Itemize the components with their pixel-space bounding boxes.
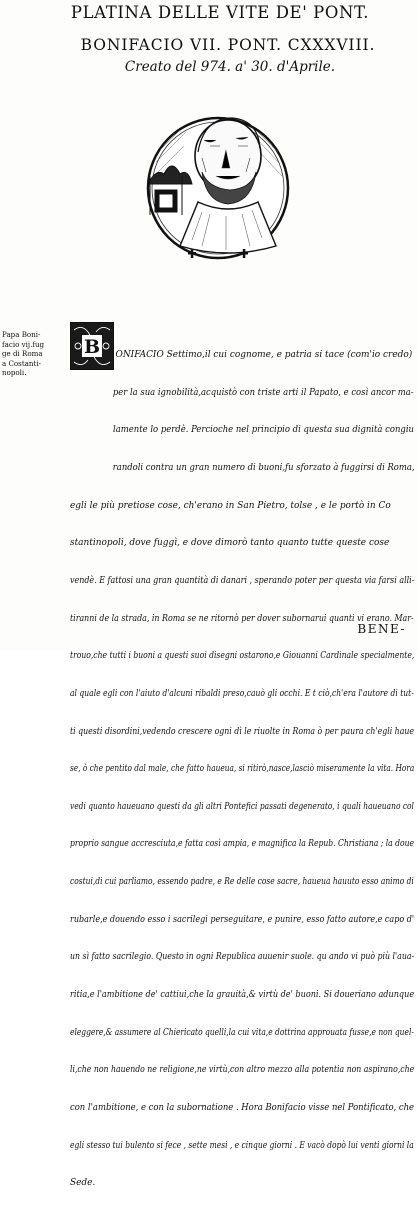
body-line: ritia,e l'ambitione de' cattiui,che la grauità,& virtù de' buoni. Si doueriano adunque [70, 989, 415, 1000]
body-line: vendè. E fattosi una gran quantità di danari , sperando poter per questa via farsi alli- [70, 575, 415, 586]
body-line: egli le più pretiose cose, ch'erano in San Pietro, tolse , e le portò in Co [70, 500, 391, 511]
initial-letter: B [83, 336, 101, 358]
pope-portrait-woodcut [140, 80, 290, 285]
margin-note-line: facio vij.fug [2, 339, 45, 349]
running-head: PLATINA DELLE VITE DE' PONT. [70, 3, 370, 22]
body-line: li,che non hauendo ne religione,ne virtù,con altro mezzo alla potentia non aspirano,che [70, 1065, 415, 1076]
catchword: BENE- [357, 622, 406, 636]
margin-note-line: a Costanti- [2, 358, 41, 368]
body-line: lamente lo perdè. Percioche nel principio di questa sua dignità congiu [113, 425, 415, 436]
body-line: rubarle,e douendo esso i sacrilegi perseguitare, e punire, esso fatto autore,e capo d' [70, 914, 415, 925]
body-line: ti questi disordini,vedendo crescere ogni dì le riuolte in Roma ò per paura ch'egli haue [70, 726, 414, 737]
body-line: vedi quanto haueuano questi da gli altri Pontefici passati degenerato, i quali haueuano col [70, 801, 414, 812]
body-line: Sede. [70, 1178, 96, 1189]
body-line: un sì fatto sacrilegio. Questo in ogni Republica auuenir suole. qu ando vi può più l'aua- [70, 952, 415, 963]
body-line: randoli contra un gran numero di buoni,fu sforzato à fuggirsi di Roma, [112, 463, 415, 474]
body-line: per la sua ignobilità,acquistò con triste arti il Papato, e così ancor ma- [112, 387, 414, 398]
body-line: proprio sangue accresciuta,e fatta così ampia, e magnifica la Repub. Christiana ; la doue [70, 839, 415, 850]
body-line: egli stesso tui bulento si fece , sette mesi , e cinque giorni . E vacò dopò lui venti giorni la [70, 1140, 414, 1151]
body-text [70, 324, 418, 1215]
margin-note-line: nopoli. [2, 368, 27, 378]
chapter-subtitle: Creato del 974. a' 30. d'Aprile. [124, 59, 336, 75]
body-line: stantinopoli, dove fuggì, e dove dimorò tanto quanto tutte queste cose [70, 538, 390, 549]
chapter-title: BONIFACIO VII. PONT. CXXXVIII. [80, 36, 376, 54]
body-line: se, ò che pentito dal male, che fatto haueua, si ritirò,nasce,lasciò miseramente la vita. Hora [70, 764, 415, 775]
body-line: ONIFACIO Settimo,il cui cognome, e patria si tace (com'io credo) [115, 350, 413, 361]
body-line: tiranni de la strada, in Roma se ne ritornò per dover subornarui quanti vi erano. Mar- [70, 613, 414, 624]
margin-note-line: Papa Boni- [2, 330, 41, 339]
margin-note-line: ge di Roma [2, 349, 43, 359]
body-line: trouo,che tutti i buoni a questi suoi disegni ostarono,e Giouanni Cardinale specialmente, [70, 651, 415, 662]
body-line: con l'ambitione, e con la subornatione . Hora Bonifacio visse nel Pontificato, che [70, 1102, 415, 1113]
body-line: eleggere,& assumere al Chiericato quelli,la cui vita,e dottrina approuata fusse,e non quel- [70, 1027, 414, 1038]
body-line: al quale egli con l'aiuto d'alcuni ribaldi preso,cauò gli occhi. E t ciò,ch'era l'autore di tut- [70, 688, 414, 699]
body-line: costui,di cui parliamo, essendo padre, e Re delle cose sacre, haueua hauuto esso animo di [70, 877, 414, 888]
margin-note [2, 330, 66, 378]
